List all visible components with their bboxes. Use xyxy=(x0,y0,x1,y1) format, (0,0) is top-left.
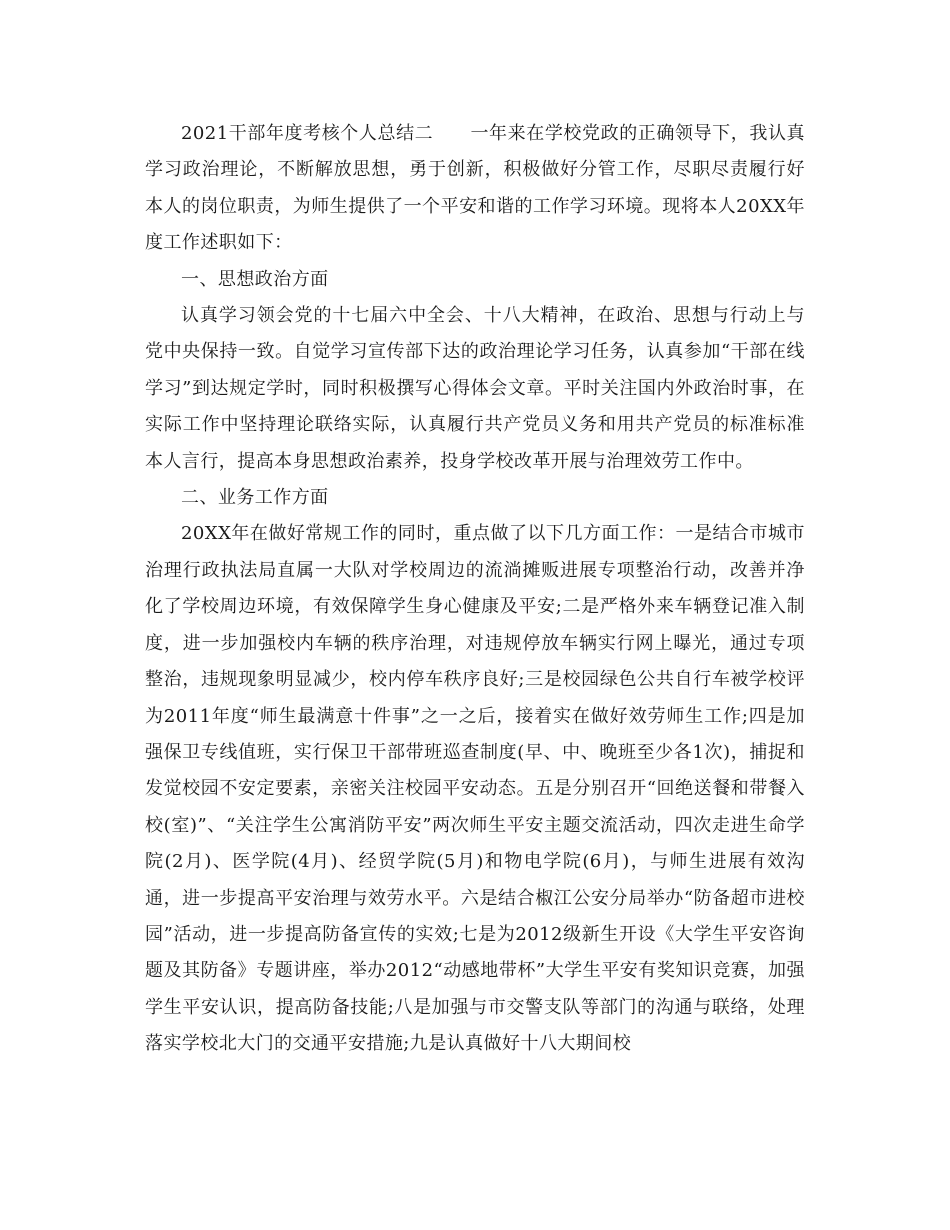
document-page xyxy=(145,116,805,1063)
section-heading-work: 二、业务工作方面 xyxy=(181,487,329,509)
intro-paragraph: 2021干部年度考核个人总结二 一年来在学校党政的正确领导下，我认真学习政治理论，不断解放思想，勇于创新，积极做好分管工作，尽职尽责履行好本人的岗位职责，为师生提供了一个平安和谐的工作学习环境。现将本人20XX年度工作述职如下： xyxy=(145,123,805,254)
section-heading-political: 一、思想政治方面 xyxy=(181,268,329,290)
section-body-political: 认真学习领会党的十七届六中全会、十八大精神，在政治、思想与行动上与党中央保持一致。自觉学习宣传部下达的政治理论学习任务，认真参加“干部在线学习”到达规定学时，同时积极撰写心得体会文章。平时关注国内外政治时事，在实际工作中坚持理论联络实际，认真履行共产党员义务和用共产党员的标准标准本人言行，提高本身思想政治素养，投身学校改革开展与治理效劳工作中。 xyxy=(145,305,805,472)
section-body-work: 20XX年在做好常规工作的同时，重点做了以下几方面工作：一是结合市城市治理行政执法局直属一大队对学校周边的流淌摊贩进展专项整治行动，改善并净化了学校周边环境，有效保障学生身心健康及平安;二是严格外来车辆登记准入制度，进一步加强校内车辆的秩序治理，对违规停放车辆实行网上曝光，通过专项整治，违规现象明显减少，校内停车秩序良好;三是校园绿色公共自行车被学校评为2011年度“师生最满意十件事”之一之后，接着实在做好效劳师生工作;四是加强保卫专线值班，实行保卫干部带班巡查制度(早、中、晚班至少各1次)，捕捉和发觉校园不安定要素，亲密关注校园平安动态。五是分别召开“回绝送餐和带餐入校(室)”、“关注学生公寓消防平安”两次师生平安主题交流活动，四次走进生命学院(2月)、医学院(4月)、经贸学院(5月)和物电学院(6月)，与师生进展有效沟通，进一步提高平安治理与效劳水平。六是结合椒江公安分局举办“防备超市进校园”活动，进一步提高防备宣传的实效;七是为2012级新生开设《大学生平安咨询题及其防备》专题讲座，举办2012“动感地带杯”大学生平安有奖知识竞赛，加强学生平安认识，提高防备技能;八是加强与市交警支队等部门的沟通与联络，处理落实学校北大门的交通平安措施;九是认真做好十八大期间校 xyxy=(145,523,805,1055)
